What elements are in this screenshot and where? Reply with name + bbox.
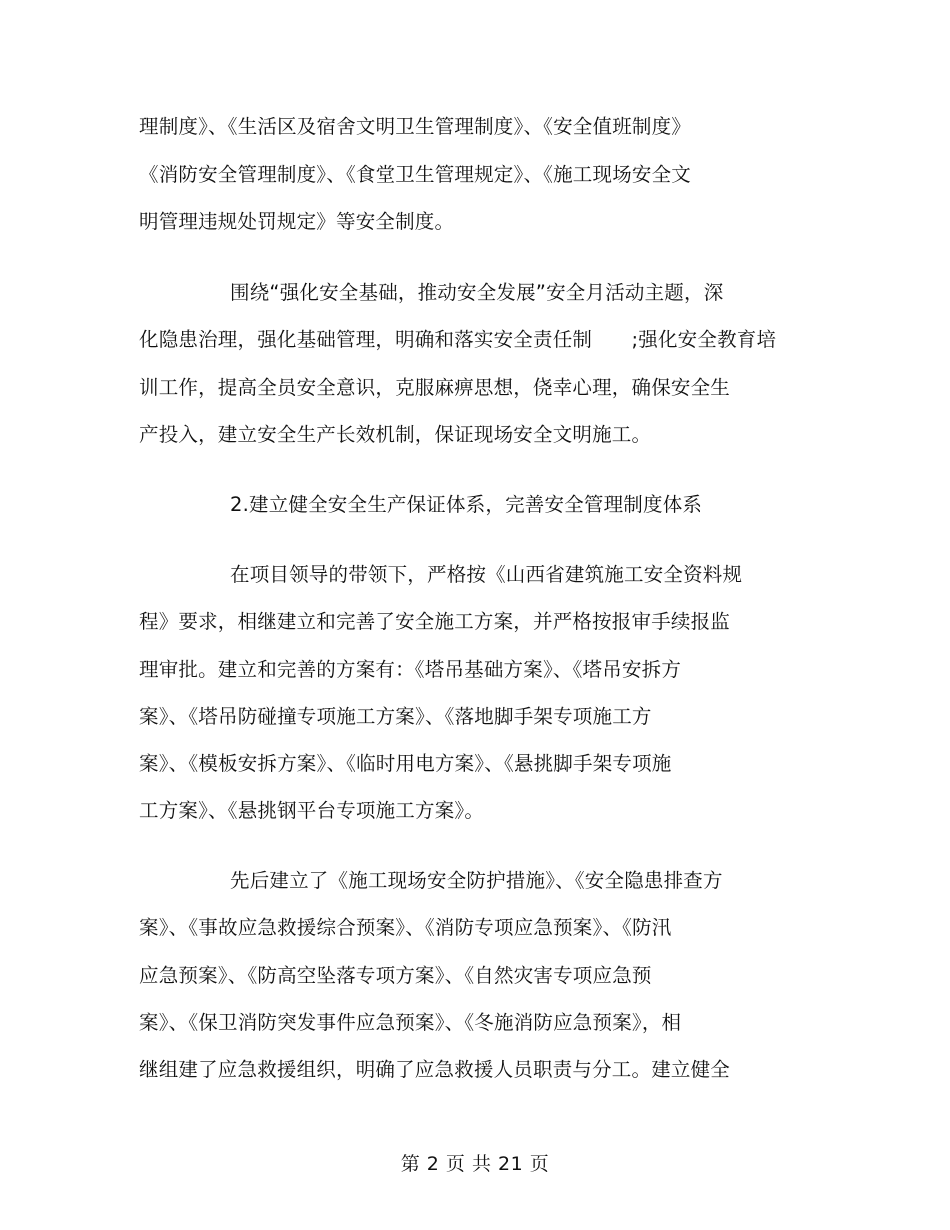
text-line: 案》、《模板安拆方案》、《临时用电方案》、《悬挑脚手架专项施 — [139, 752, 672, 775]
text-line: 应急预案》、《防高空坠落专项方案》、《自然灾害专项应急预 — [139, 964, 652, 987]
page-number-footer: 第 2 页 共 21 页 — [400, 1153, 550, 1175]
text-line: 化隐患治理，强化基础管理，明确和落实安全责任制 ;强化安全教育培 — [139, 328, 777, 351]
text-line: 训工作，提高全员安全意识，克服麻痹思想，侥幸心理，确保安全生 — [139, 376, 731, 399]
text-line: 程》要求，相继建立和完善了安全施工方案，并严格按报审手续报监 — [139, 610, 731, 633]
text-line: 《消防安全管理制度》、《食堂卫生管理规定》、《施工现场安全文 — [139, 163, 692, 186]
text-line: 先后建立了《施工现场安全防护措施》、《安全隐患排查方 — [230, 869, 723, 892]
text-line: 围绕“强化安全基础，推动安全发展”安全月活动主题，深 — [230, 281, 724, 304]
text-line: 工方案》、《悬挑钢平台专项施工方案》。 — [139, 799, 485, 822]
text-line: 在项目领导的带领下，严格按《山西省建筑施工安全资料规 — [230, 563, 743, 586]
text-line: 产投入，建立安全生产长效机制，保证现场安全文明施工。 — [139, 423, 652, 446]
text-line: 理审批。建立和完善的方案有：《塔吊基础方案》、《塔吊安拆方 — [139, 658, 682, 681]
text-line: 明管理违规处罚规定》等安全制度。 — [139, 210, 455, 233]
text-line: 案》、《保卫消防突发事件应急预案》、《冬施消防应急预案》，相 — [139, 1011, 682, 1034]
text-line: 继组建了应急救援组织，明确了应急救援人员职责与分工。建立健全 — [139, 1058, 731, 1081]
text-line: 案》、《塔吊防碰撞专项施工方案》、《落地脚手架专项施工方 — [139, 705, 652, 728]
text-line: 理制度》、《生活区及宿舍文明卫生管理制度》、《安全值班制度》 — [139, 115, 692, 138]
section-heading-text: 2.建立健全安全生产保证体系，完善安全管理制度体系 — [230, 493, 703, 516]
text-line: 案》、《事故应急救援综合预案》、《消防专项应急预案》、《防汛 — [139, 916, 672, 939]
